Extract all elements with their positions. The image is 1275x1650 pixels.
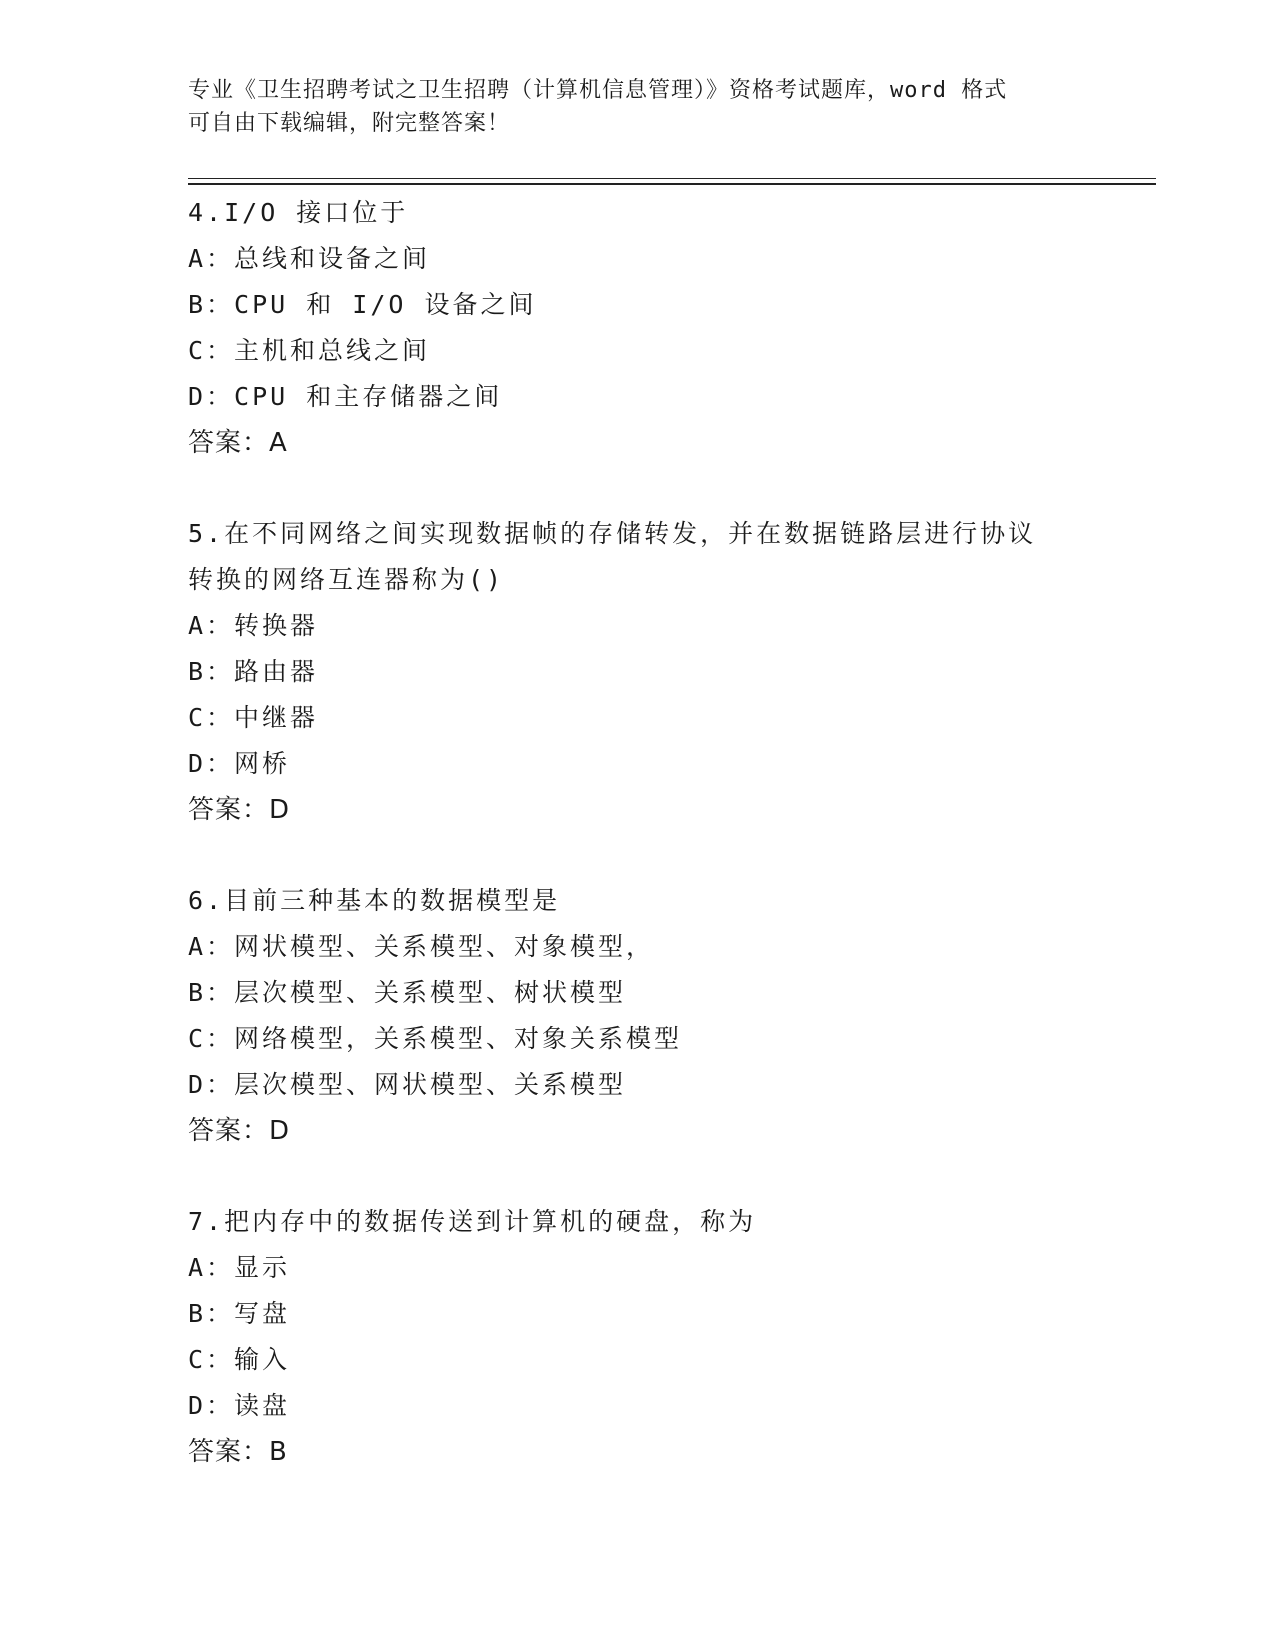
answer-line: 答案：D bbox=[188, 1116, 291, 1146]
option-a: A：转换器 bbox=[188, 611, 319, 640]
option-c: C：中继器 bbox=[188, 703, 319, 732]
document-header bbox=[188, 74, 1088, 140]
option-c: C：输入 bbox=[188, 1345, 291, 1374]
answer-line: 答案：D bbox=[188, 795, 291, 825]
question-stem: 6.目前三种基本的数据模型是 bbox=[188, 886, 561, 915]
option-b: B：CPU 和 I/O 设备之间 bbox=[188, 290, 537, 319]
option-b: B：层次模型、关系模型、树状模型 bbox=[188, 978, 627, 1007]
option-d: D：读盘 bbox=[188, 1391, 291, 1420]
option-a: A：网状模型、关系模型、对象模型， bbox=[188, 932, 655, 961]
option-c: C：主机和总线之间 bbox=[188, 336, 431, 365]
answer-line: 答案：A bbox=[188, 428, 288, 458]
question-7 bbox=[188, 1199, 1088, 1475]
option-d: D：层次模型、网状模型、关系模型 bbox=[188, 1070, 627, 1099]
option-a: A：总线和设备之间 bbox=[188, 244, 431, 273]
question-stem: 4.I/O 接口位于 bbox=[188, 198, 409, 227]
header-line-1: 专业《卫生招聘考试之卫生招聘（计算机信息管理）》资格考试题库，word 格式 bbox=[188, 78, 1008, 103]
option-c: C：网络模型，关系模型、对象关系模型 bbox=[188, 1024, 683, 1053]
question-6 bbox=[188, 878, 1088, 1154]
header-divider-thick bbox=[188, 183, 1156, 185]
header-divider-thin bbox=[188, 178, 1156, 179]
option-b: B：路由器 bbox=[188, 657, 319, 686]
question-5 bbox=[188, 511, 1088, 833]
option-b: B：写盘 bbox=[188, 1299, 291, 1328]
header-line-2: 可自由下载编辑，附完整答案！ bbox=[188, 111, 511, 136]
question-stem: 7.把内存中的数据传送到计算机的硬盘，称为 bbox=[188, 1207, 757, 1236]
option-d: D：网桥 bbox=[188, 749, 291, 778]
question-4 bbox=[188, 190, 1088, 466]
question-list bbox=[188, 190, 1088, 1520]
option-d: D：CPU 和主存储器之间 bbox=[188, 382, 503, 411]
answer-line: 答案：B bbox=[188, 1437, 288, 1467]
question-stem: 5.在不同网络之间实现数据帧的存储转发，并在数据链路层进行协议转换的网络互连器称为() bbox=[188, 519, 1037, 594]
option-a: A：显示 bbox=[188, 1253, 291, 1282]
